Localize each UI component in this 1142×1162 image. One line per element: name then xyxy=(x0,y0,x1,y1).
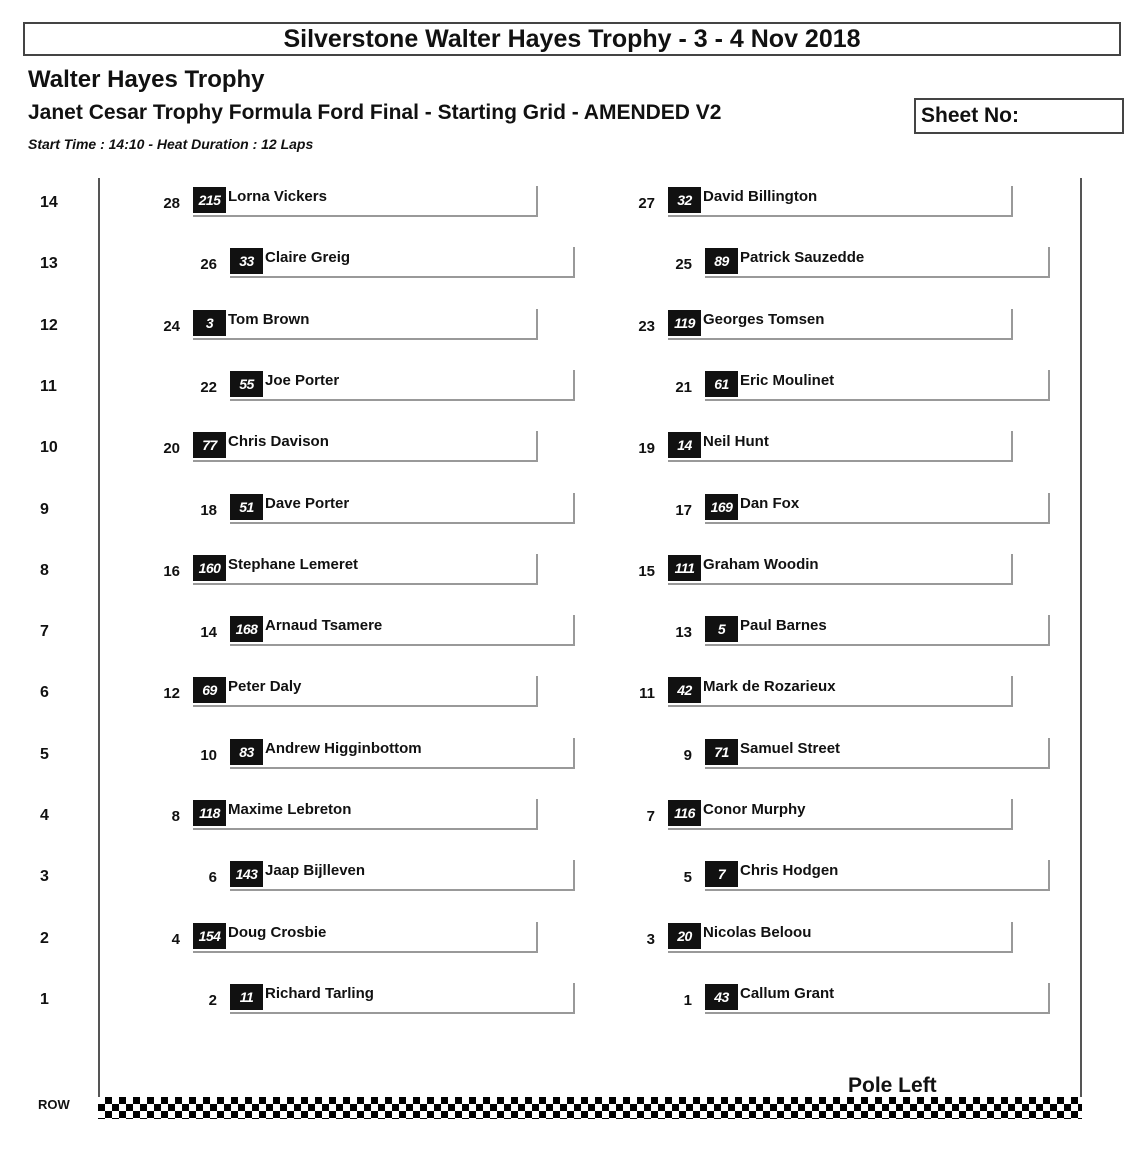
car-number-badge: 33 xyxy=(230,248,263,274)
car-number-badge: 119 xyxy=(668,310,701,336)
car-number-badge: 71 xyxy=(705,739,738,765)
car-number-badge: 215 xyxy=(193,187,226,213)
driver-name: Claire Greig xyxy=(265,249,351,266)
grid-position: 12 xyxy=(163,685,180,702)
grid-slot-right xyxy=(668,186,1013,217)
car-number-badge: 160 xyxy=(193,555,226,581)
car-number-badge: 43 xyxy=(705,984,738,1010)
grid-position: 4 xyxy=(171,931,180,948)
driver-name: Tom Brown xyxy=(228,311,310,328)
car-number-badge: 118 xyxy=(193,800,226,826)
driver-name: Neil Hunt xyxy=(703,433,769,450)
grid-slot-left xyxy=(193,799,538,830)
grid-slot-right xyxy=(668,431,1013,462)
grid-slot-left xyxy=(230,493,575,524)
car-number-badge: 89 xyxy=(705,248,738,274)
driver-name: Conor Murphy xyxy=(703,801,806,818)
pole-side-label: Pole Left xyxy=(848,1074,937,1097)
car-number-badge: 32 xyxy=(668,187,701,213)
grid-slot-left xyxy=(193,676,538,707)
grid-slot-left xyxy=(230,983,575,1014)
grid-row-number: 4 xyxy=(40,807,49,824)
car-number-badge: 3 xyxy=(193,310,226,336)
driver-name: Doug Crosbie xyxy=(228,924,327,941)
grid-position: 17 xyxy=(675,502,692,519)
car-number-badge: 61 xyxy=(705,371,738,397)
driver-name: Richard Tarling xyxy=(265,985,374,1002)
grid-right-border xyxy=(1080,178,1082,1098)
grid-row-number: 3 xyxy=(40,868,49,885)
grid-slot-right xyxy=(668,676,1013,707)
car-number-badge: 51 xyxy=(230,494,263,520)
grid-slot-right xyxy=(705,370,1050,401)
grid-row-number: 11 xyxy=(40,378,57,395)
grid-position: 3 xyxy=(646,931,655,948)
grid-slot-right xyxy=(705,493,1050,524)
car-number-badge: 14 xyxy=(668,432,701,458)
grid-slot-left xyxy=(230,247,575,278)
grid-position: 20 xyxy=(163,440,180,457)
driver-name: Joe Porter xyxy=(265,372,340,389)
grid-row-number: 13 xyxy=(40,255,58,272)
grid-position: 22 xyxy=(200,379,217,396)
driver-name: Callum Grant xyxy=(740,985,835,1002)
grid-position: 18 xyxy=(200,502,217,519)
grid-position: 6 xyxy=(208,869,217,886)
grid-row-number: 12 xyxy=(40,317,58,334)
car-number-badge: 42 xyxy=(668,677,701,703)
driver-name: Patrick Sauzedde xyxy=(740,249,865,266)
grid-slot-left xyxy=(230,370,575,401)
car-number-badge: 83 xyxy=(230,739,263,765)
driver-name: Andrew Higginbottom xyxy=(265,740,422,757)
grid-position: 28 xyxy=(163,195,180,212)
grid-slot-right xyxy=(668,799,1013,830)
grid-slot-right xyxy=(705,247,1050,278)
grid-slot-right xyxy=(705,738,1050,769)
grid-position: 10 xyxy=(200,747,217,764)
car-number-badge: 143 xyxy=(230,861,263,887)
driver-name: Eric Moulinet xyxy=(740,372,835,389)
grid-slot-right xyxy=(668,309,1013,340)
grid-slot-left xyxy=(193,186,538,217)
grid-position: 24 xyxy=(163,318,180,335)
grid-position: 14 xyxy=(200,624,217,641)
grid-position: 23 xyxy=(638,318,655,335)
driver-name: Chris Hodgen xyxy=(740,862,839,879)
driver-name: Paul Barnes xyxy=(740,617,827,634)
grid-slot-left xyxy=(193,431,538,462)
grid-position: 8 xyxy=(171,808,180,825)
session-meta: Start Time : 14:10 - Heat Duration : 12 Laps xyxy=(28,136,314,152)
event-title: Walter Hayes Trophy xyxy=(28,66,265,93)
car-number-badge: 77 xyxy=(193,432,226,458)
car-number-badge: 20 xyxy=(668,923,701,949)
driver-name: David Billington xyxy=(703,188,818,205)
grid-row-number: 14 xyxy=(40,194,58,211)
grid-slot-left xyxy=(230,860,575,891)
grid-position: 1 xyxy=(683,992,692,1009)
car-number-badge: 69 xyxy=(193,677,226,703)
grid-position: 7 xyxy=(646,808,655,825)
grid-position: 27 xyxy=(638,195,655,212)
grid-row-number: 1 xyxy=(40,991,49,1008)
grid-slot-left xyxy=(230,738,575,769)
grid-row-number: 8 xyxy=(40,562,49,579)
grid-position: 5 xyxy=(683,869,692,886)
grid-row-number: 9 xyxy=(40,501,49,518)
grid-slot-left xyxy=(193,554,538,585)
grid-position: 15 xyxy=(638,563,655,580)
driver-name: Arnaud Tsamere xyxy=(265,617,383,634)
grid-position: 16 xyxy=(163,563,180,580)
grid-slot-left xyxy=(193,922,538,953)
driver-name: Graham Woodin xyxy=(703,556,819,573)
driver-name: Maxime Lebreton xyxy=(228,801,352,818)
car-number-badge: 168 xyxy=(230,616,263,642)
checkered-start-line xyxy=(98,1097,1082,1119)
driver-name: Lorna Vickers xyxy=(228,188,327,205)
driver-name: Jaap Bijlleven xyxy=(265,862,366,879)
grid-row-number: 5 xyxy=(40,746,49,763)
grid-row-number: 6 xyxy=(40,684,49,701)
driver-name: Peter Daly xyxy=(228,678,302,695)
grid-position: 19 xyxy=(638,440,655,457)
grid-row-number: 2 xyxy=(40,930,49,947)
driver-name: Stephane Lemeret xyxy=(228,556,359,573)
driver-name: Dan Fox xyxy=(740,495,800,512)
driver-name: Mark de Rozarieux xyxy=(703,678,836,695)
session-title: Janet Cesar Trophy Formula Ford Final - Starting Grid - AMENDED V2 xyxy=(28,101,722,124)
grid-slot-right xyxy=(668,554,1013,585)
car-number-badge: 7 xyxy=(705,861,738,887)
car-number-badge: 169 xyxy=(705,494,738,520)
grid-position: 26 xyxy=(200,256,217,273)
sheet-number-box: Sheet No: xyxy=(914,98,1124,134)
driver-name: Samuel Street xyxy=(740,740,841,757)
driver-name: Dave Porter xyxy=(265,495,350,512)
car-number-badge: 55 xyxy=(230,371,263,397)
grid-slot-right xyxy=(705,983,1050,1014)
grid-slot-right xyxy=(668,922,1013,953)
grid-row-number: 10 xyxy=(40,439,58,456)
car-number-badge: 116 xyxy=(668,800,701,826)
car-number-badge: 5 xyxy=(705,616,738,642)
grid-slot-left xyxy=(193,309,538,340)
event-banner: Silverstone Walter Hayes Trophy - 3 - 4 Nov 2018 xyxy=(23,22,1121,56)
driver-name: Nicolas Beloou xyxy=(703,924,812,941)
car-number-badge: 154 xyxy=(193,923,226,949)
car-number-badge: 11 xyxy=(230,984,263,1010)
grid-row-number: 7 xyxy=(40,623,49,640)
grid-position: 25 xyxy=(675,256,692,273)
grid-position: 2 xyxy=(208,992,217,1009)
grid-position: 21 xyxy=(675,379,692,396)
car-number-badge: 111 xyxy=(668,555,701,581)
driver-name: Chris Davison xyxy=(228,433,329,450)
grid-slot-right xyxy=(705,615,1050,646)
row-column-label: ROW xyxy=(38,1097,70,1112)
grid-left-border xyxy=(98,178,100,1098)
grid-slot-right xyxy=(705,860,1050,891)
grid-position: 13 xyxy=(675,624,692,641)
driver-name: Georges Tomsen xyxy=(703,311,825,328)
grid-position: 11 xyxy=(639,685,655,702)
grid-slot-left xyxy=(230,615,575,646)
grid-position: 9 xyxy=(683,747,692,764)
